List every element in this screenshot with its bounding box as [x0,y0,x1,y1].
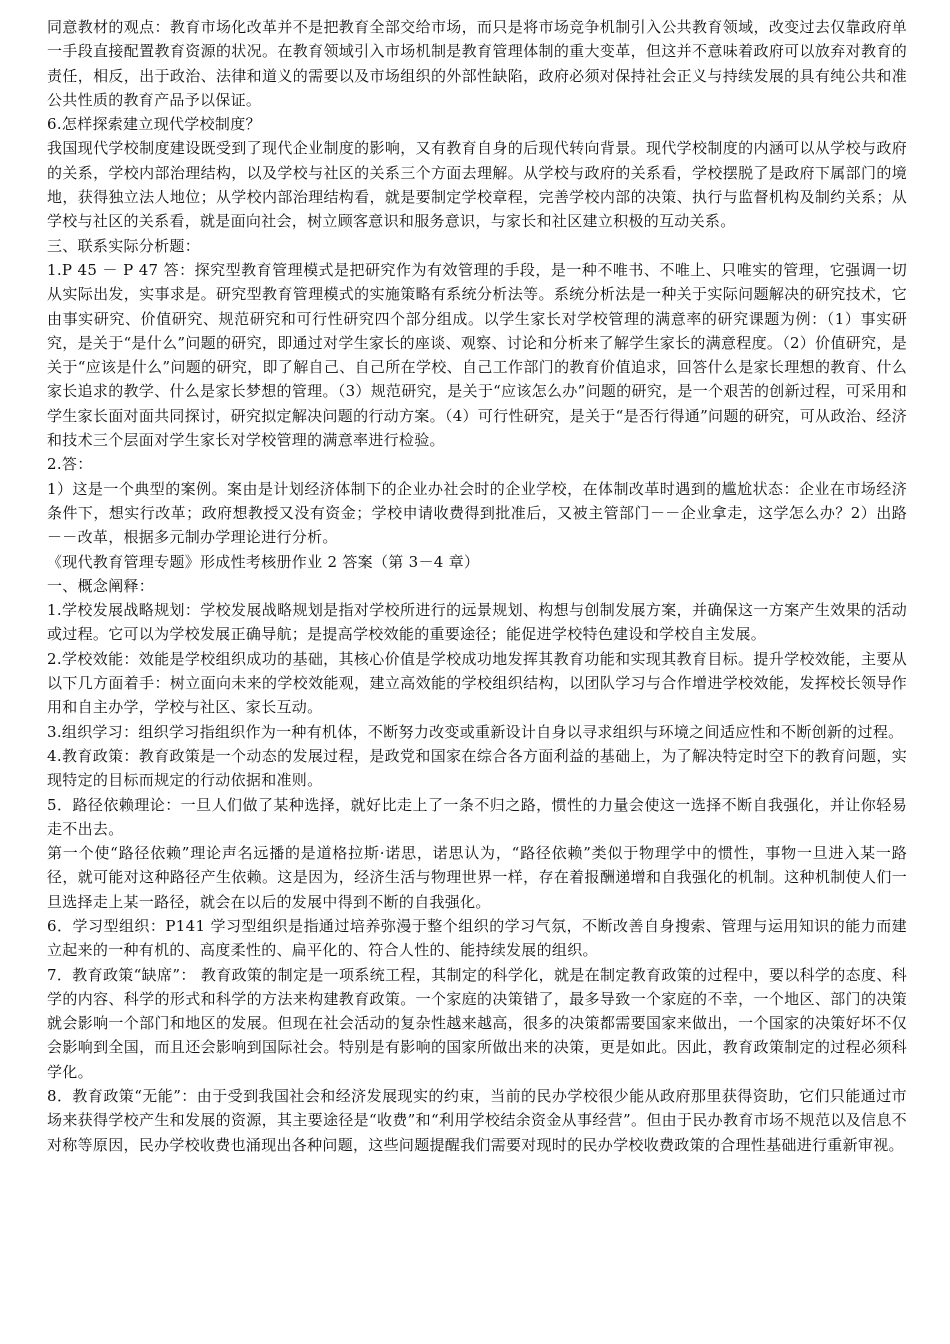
paragraph-analysis-1: 1.P 45 － P 47 答：探究型教育管理模式是把研究作为有效管理的手段，是一种不唯书、不唯上、只唯实的管理，它强调一切从实际出发，实事求是。研究型教育管理模式的实施策略有系统分析法等。系统分析法是一种关于实际问题解决的研究技术，它由事实研究、价值研究、规范研究和可行性研究四个部分组成。以学生家长对学校管理的满意率的研究课题为例：（1）事实研究，是关于“是什么”问题的研究，即通过对学生家长的座谈、观察、讨论和分析来了解学生家长的满意程度。（2）价值研究，是关于“应该是什么”问题的研究，即了解自己、自己所在学校、自己工作部门的教育价值追求，回答什么是家长理想的教育、什么家长追求的教学、什么是家长梦想的管理。（3）规范研究，是关于“应该怎么办”问题的研究，是一个艰苦的创新过程，可采用和学生家长面对面共同探讨，研究拟定解决问题的行动方案。（4）可行性研究，是关于“是否行得通”问题的研究，可从政治、经济和技术三个层面对学生家长对学校管理的满意率进行检验。 [47,260,907,450]
concept-2: 2.学校效能：效能是学校组织成功的基础，其核心价值是学校成功地发挥其教育功能和实现其教育目标。提升学校效能，主要从以下几方面着手：树立面向未来的学校效能观，建立高效能的学校组织结构，以团队学习与合作增进学校效能，发挥校长领导作用和自主办学，学校与社区、家长互动。 [47,649,907,717]
concept-7: 7．教育政策“缺席”： 教育政策的制定是一项系统工程，其制定的科学化，就是在制定教育政策的过程中，要以科学的态度、科学的内容、科学的形式和科学的方法来构建教育政策。一个家庭的决策错了，最多导致一个家庭的不幸，一个地区、部门的决策就会影响一个部门和地区的发展。但现在社会活动的复杂性越来越高，很多的决策都需要国家来做出，一个国家的决策好坏不仅会影响到全国，而且还会影响到国际社会。特别是有影响的国家所做出来的决策，更是如此。因此，教育政策制定的过程必须科学化。 [47,965,907,1081]
concept-5-detail: 第一个使“路径依赖”理论声名远播的是道格拉斯·诺思，诺思认为，“路径依赖”类似于物理学中的惯性，事物一旦进入某一路径，就可能对这种路径产生依赖。这是因为，经济生活与物理世界一样，存在着报酬递增和自我强化的机制。这种机制使人们一旦选择走上某一路径，就会在以后的发展中得到不断的自我强化。 [47,844,907,911]
assignment-2-title: 《现代教育管理专题》形成性考核册作业 2 答案（第 3－4 章） [47,552,480,571]
paragraph-analysis-2: 1）这是一个典型的案例。案由是计划经济体制下的企业办社会时的企业学校，在体制改革时遇到的尴尬状态：企业在市场经济条件下，想实行改革；政府想教授又没有资金；学校申请收费得到批准后，又被主管部门－－企业拿走，这学怎么办？2）出路－－改革，根据多元制办学理论进行分析。 [47,479,907,547]
concept-6: 6．学习型组织：P141 学习型组织是指通过培养弥漫于整个组织的学习气氛，不断改善自身搜索、管理与运用知识的能力而建立起来的一种有机的、高度柔性的、扁平化的、符合人性的、能持续发展的组织。 [47,916,907,960]
analysis-2-heading: 2.答： [47,455,93,474]
document-page [47,15,907,1157]
concept-4: 4.教育政策：教育政策是一个动态的发展过程，是政党和国家在综合各方面利益的基础上，为了解决特定时空下的教育问题，实现特定的目标而规定的行动依据和准则。 [47,746,907,790]
question-6-heading: 6.怎样探索建立现代学校制度？ [47,115,261,134]
concept-1: 1.学校发展战略规划：学校发展战略规划是指对学校所进行的远景规划、构想与创制发展方案，并确保这一方案产生效果的活动或过程。它可以为学校发展正确导航；是提高学校效能的重要途径；能促进学校特色建设和学校自主发展。 [47,601,907,644]
section-3-heading: 三、联系实际分析题： [47,236,201,255]
paragraph-modern-school-system: 我国现代学校制度建设既受到了现代企业制度的影响，又有教育自身的后现代转向背景。现代学校制度的内涵可以从学校与政府的关系，学校内部治理结构，以及学校与社区的关系三个方面去理解。从学校与政府的关系看，学校摆脱了是政府下属部门的境地，获得独立法人地位；从学校内部治理结构看，就是要制定学校章程，完善学校内部的决策、执行与监督机构及制约关系；从学校与社区的关系看，就是面向社会，树立顾客意识和服务意识，与家长和社区建立积极的互动关系。 [47,139,907,231]
concept-3: 3.组织学习：组织学习指组织作为一种有机体，不断努力改变或重新设计自身以寻求组织与环境之间适应性和不断创新的过程。 [47,722,904,741]
concept-8: 8．教育政策“无能”：由于受到我国社会和经济发展现实的约束，当前的民办学校很少能从政府那里获得资助，它们只能通过市场来获得学校产生和发展的资源，其主要途径是“收费”和“利用学校结余资金从事经营”。但由于民办教育市场不规范以及信息不对称等原因，民办学校收费也涌现出各种问题，这些问题提醒我们需要对现时的民办学校收费政策的合理性基础进行重新审视。 [47,1087,907,1154]
paragraph-market-reform: 同意教材的观点：教育市场化改革并不是把教育全部交给市场，而只是将市场竞争机制引入公共教育领域，改变过去仅靠政府单一手段直接配置教育资源的状况。在教育领域引入市场机制是教育管理体制的重大变革，但这并不意味着政府可以放弃对教育的责任，相反，出于政治、法律和道义的需要以及市场组织的外部性缺陷，政府必须对保持社会正义与持续发展的具有纯公共和准公共性质的教育产品予以保证。 [47,18,907,109]
concept-5: 5．路径依赖理论：一旦人们做了某种选择，就好比走上了一条不归之路，惯性的力量会使这一选择不断自我强化，并让你轻易走不出去。 [47,795,907,838]
section-1-heading: 一、概念阐释： [47,576,155,595]
